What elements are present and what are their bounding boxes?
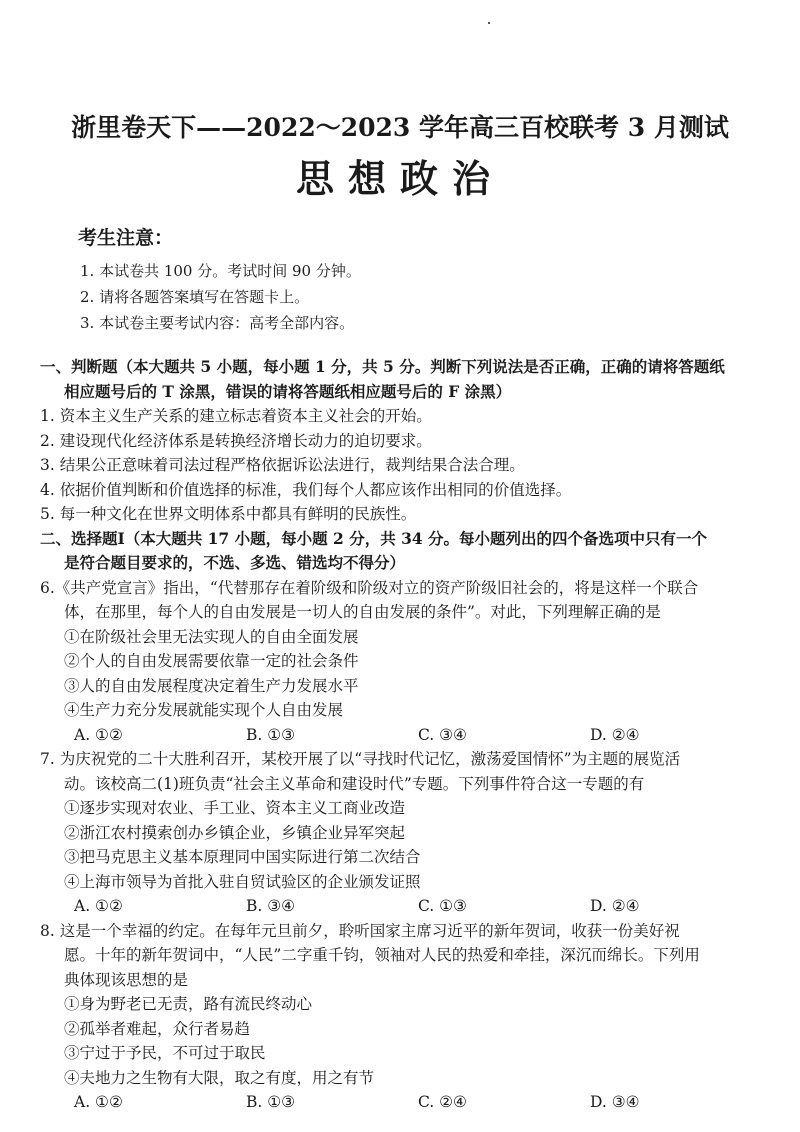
choice-a: A. ①②	[74, 1093, 123, 1111]
question-5: 5. 每一种文化在世界文明体系中都具有鲜明的民族性。	[40, 505, 417, 523]
section-1-heading	[40, 355, 780, 404]
statement-option: ④夫地力之生物有大限，取之有度，用之有节	[64, 1068, 375, 1087]
section-heading-line: 一、判断题（本大题共 5 小题，每小题 1 分，共 5 分。判断下列说法是否正确，正确的请将答题纸	[40, 357, 725, 376]
question-stem-line: 愿。十年的新年贺词中，“人民”二字重千钧，领袖对人民的热爱和牵挂，深沉而绵长。下列用	[64, 946, 700, 964]
choice-d: D. ③④	[590, 1093, 640, 1111]
choice-c: C. ①③	[418, 897, 467, 915]
statement-option: ②孤举者难起，众行者易趋	[64, 1019, 251, 1038]
notice-item: 3. 本试卷主要考试内容：高考全部内容。	[80, 314, 355, 332]
choice-a: A. ①②	[74, 897, 123, 915]
question-stem-line: 7. 为庆祝党的二十大胜利召开，某校开展了以“寻找时代记忆，激荡爱国情怀”为主题的展览活	[40, 750, 681, 768]
statement-option: ③人的自由发展程度决定着生产力发展水平	[64, 676, 359, 695]
statement-option: ④上海市领导为首批入驻自贸试验区的企业颁发证照	[64, 872, 421, 891]
question-6	[40, 576, 780, 625]
choice-b: B. ①③	[246, 725, 296, 744]
choice-a: A. ①②	[74, 725, 123, 744]
statement-option: ④生产力充分发展就能实现个人自由发展	[64, 701, 344, 719]
statement-option: ③宁过于予民，不可过于取民	[64, 1044, 266, 1062]
question-stem-line: 体，在那里，每个人的自由发展是一切人的自由发展的条件”。对此，下列理解正确的是	[64, 603, 661, 621]
choice-c: C. ③④	[418, 725, 467, 744]
question-2: 2. 建设现代化经济体系是转换经济增长动力的迫切要求。	[40, 431, 432, 450]
question-7	[40, 747, 780, 796]
statement-option: ②浙江农村摸索创办乡镇企业，乡镇企业异军突起	[64, 823, 406, 842]
choice-b: B. ①③	[246, 1093, 296, 1111]
question-4: 4. 依据价值判断和价值选择的标准，我们每个人都应该作出相同的价值选择。	[40, 480, 572, 499]
answer-choices	[40, 723, 780, 748]
notice-item: 2. 请将各题答案填写在答题卡上。	[80, 288, 310, 306]
answer-choices	[40, 894, 780, 919]
statement-option: ②个人的自由发展需要依靠一定的社会条件	[64, 652, 359, 670]
question-stem-line: 6.《共产党宣言》指出，“代替那存在着阶级和阶级对立的资产阶级旧社会的，将是这样一个联合	[40, 578, 699, 597]
section-heading-line: 二、选择题Ⅰ（本大题共 17 小题，每小题 2 分，共 34 分。每小题列出的四个备选项中只有一个	[40, 528, 708, 548]
question-1: 1. 资本主义生产关系的建立标志着资本主义社会的开始。	[40, 407, 432, 425]
question-stem-line: 典体现该思想的是	[64, 970, 189, 989]
exam-body	[40, 355, 780, 1115]
choice-d: D. ②④	[590, 725, 640, 744]
section-heading-line: 是符合题目要求的，不选、多选、错选均不得分）	[64, 553, 406, 572]
choice-d: D. ②④	[590, 897, 640, 915]
scan-speck	[488, 22, 490, 24]
question-8	[40, 919, 780, 993]
statement-option: ①在阶级社会里无法实现人的自由全面发展	[64, 627, 359, 646]
statement-option: ③把马克思主义基本原理同中国实际进行第二次结合	[64, 848, 421, 866]
candidate-notice	[78, 223, 361, 336]
question-3: 3. 结果公正意味着司法过程严格依据诉讼法进行，裁判结果合法合理。	[40, 456, 525, 474]
exam-title: 浙里卷天下——2022～2023 学年高三百校联考 3 月测试	[71, 113, 729, 142]
section-2-heading	[40, 527, 780, 576]
notice-heading: 考生注意：	[78, 227, 174, 249]
choice-b: B. ③④	[246, 897, 296, 915]
question-stem-line: 8. 这是一个幸福的约定。在每年元旦前夕，聆听国家主席习近平的新年贺词，收获一份美好祝	[40, 921, 680, 940]
subject-title: 思想政治	[295, 156, 504, 201]
answer-choices	[40, 1090, 780, 1115]
section-heading-line: 相应题号后的 T 涂黑，错误的请将答题纸相应题号后的 F 涂黑）	[64, 381, 512, 401]
choice-c: C. ②④	[418, 1093, 467, 1111]
statement-option: ①身为野老已无责，路有流民终动心	[64, 995, 313, 1013]
statement-option: ①逐步实现对农业、手工业、资本主义工商业改造	[64, 799, 406, 817]
notice-item: 1. 本试卷共 100 分。考试时间 90 分钟。	[80, 262, 361, 280]
question-stem-line: 动。该校高二(1)班负责“社会主义革命和建设时代”专题。下列事件符合这一专题的有	[64, 774, 645, 793]
